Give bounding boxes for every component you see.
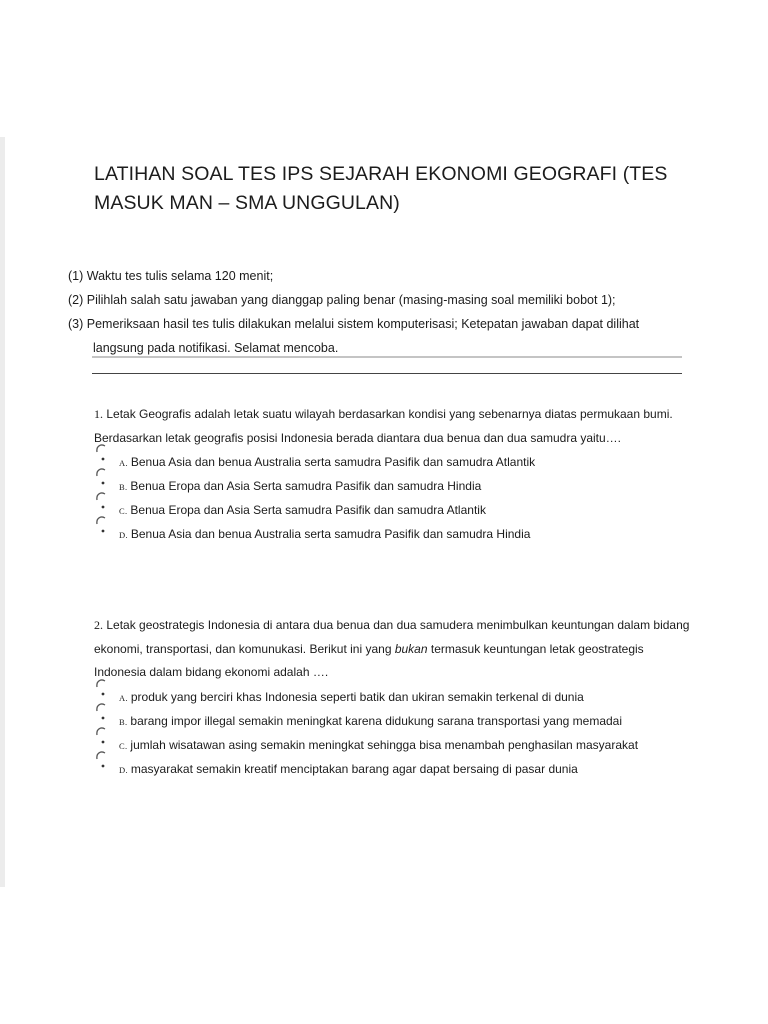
option-text: Benua Eropa dan Asia Serta samudra Pasifik dan samudra Atlantik xyxy=(130,503,486,517)
question-2-option-b[interactable] xyxy=(94,709,694,733)
question-1-text xyxy=(94,403,694,450)
question-1-option-b[interactable] xyxy=(94,474,694,498)
question-2 xyxy=(94,614,694,781)
question-1-option-a[interactable] xyxy=(94,450,694,474)
question-2-emphasis: bukan xyxy=(394,641,428,656)
divider-gray xyxy=(92,356,682,358)
option-letter: A. xyxy=(119,458,128,468)
rule-1: (1) Waktu tes tulis selama 120 menit; xyxy=(68,269,274,283)
question-2-option-d[interactable] xyxy=(94,757,694,781)
option-letter: B. xyxy=(119,482,128,492)
question-2-number: 2. xyxy=(94,618,103,632)
question-1-option-d[interactable] xyxy=(94,522,694,546)
question-2-option-a[interactable] xyxy=(94,685,694,709)
option-letter: B. xyxy=(119,716,128,727)
option-text: jumlah wisatawan asing semakin meningkat sehingga bisa menambah penghasilan masyarakat xyxy=(130,737,639,752)
test-rules xyxy=(68,264,708,360)
rule-3-continuation: langsung pada notifikasi. Selamat mencoba. xyxy=(93,341,339,355)
radio-icon[interactable] xyxy=(95,492,109,510)
option-letter: A. xyxy=(119,692,128,703)
option-letter: C. xyxy=(119,506,128,516)
option-text: produk yang berciri khas Indonesia seperti batik dan ukiran semakin terkenal di dunia xyxy=(130,689,584,704)
radio-icon[interactable] xyxy=(95,679,109,697)
page-edge-shadow xyxy=(0,137,5,887)
radio-icon[interactable] xyxy=(95,444,109,462)
option-letter: D. xyxy=(119,530,128,540)
option-text: Benua Eropa dan Asia Serta samudra Pasifik dan samudra Hindia xyxy=(130,479,482,493)
rule-3-text: (3) Pemeriksaan hasil tes tulis dilakukan melalui sistem komputerisasi; Ketepatan jawaban dapat dilihat xyxy=(68,317,640,331)
radio-icon[interactable] xyxy=(95,516,109,534)
question-1-body: Letak Geografis adalah letak suatu wilayah berdasarkan kondisi yang sebenarnya diatas permukaan bumi. Berdasarkan letak geografis posisi Indonesia berada diantara dua benua dan dua samudra yaitu…. xyxy=(94,407,673,445)
radio-icon[interactable] xyxy=(95,751,109,769)
option-letter: C. xyxy=(119,740,128,751)
option-letter: D. xyxy=(119,764,128,775)
radio-icon[interactable] xyxy=(95,703,109,721)
question-1-option-c[interactable] xyxy=(94,498,694,522)
question-2-text xyxy=(94,614,694,685)
question-2-body-start: Letak geostrategis Indonesia di antara dua benua dan dua samudera menimbulkan keuntungan dalam bidang ekonomi, transportasi, dan komunukasi. Berikut ini yang xyxy=(94,618,690,656)
document-title: LATIHAN SOAL TES IPS SEJARAH EKONOMI GEOGRAFI (TES MASUK MAN – SMA UNGGULAN) xyxy=(94,163,668,214)
radio-icon[interactable] xyxy=(95,727,109,745)
question-2-body-end: termasuk keuntungan letak geostrategis Indonesia dalam bidang ekonomi adalah …. xyxy=(94,641,644,679)
radio-icon[interactable] xyxy=(95,468,109,486)
rule-3 xyxy=(68,312,708,360)
option-text: barang impor illegal semakin meningkat karena didukung sarana transportasi yang memadai xyxy=(130,713,623,728)
option-text: Benua Asia dan benua Australia serta samudra Pasifik dan samudra Atlantik xyxy=(130,455,536,469)
option-text: Benua Asia dan benua Australia serta samudra Pasifik dan samudra Hindia xyxy=(130,527,531,541)
option-text: masyarakat semakin kreatif menciptakan barang agar dapat bersaing di pasar dunia xyxy=(130,761,578,776)
question-1 xyxy=(94,403,694,546)
divider-dark xyxy=(92,373,682,374)
rule-2: (2) Pilihlah salah satu jawaban yang dianggap paling benar (masing-masing soal memiliki bobot 1); xyxy=(68,293,616,307)
question-2-option-c[interactable] xyxy=(94,733,694,757)
question-1-number: 1. xyxy=(94,407,103,421)
